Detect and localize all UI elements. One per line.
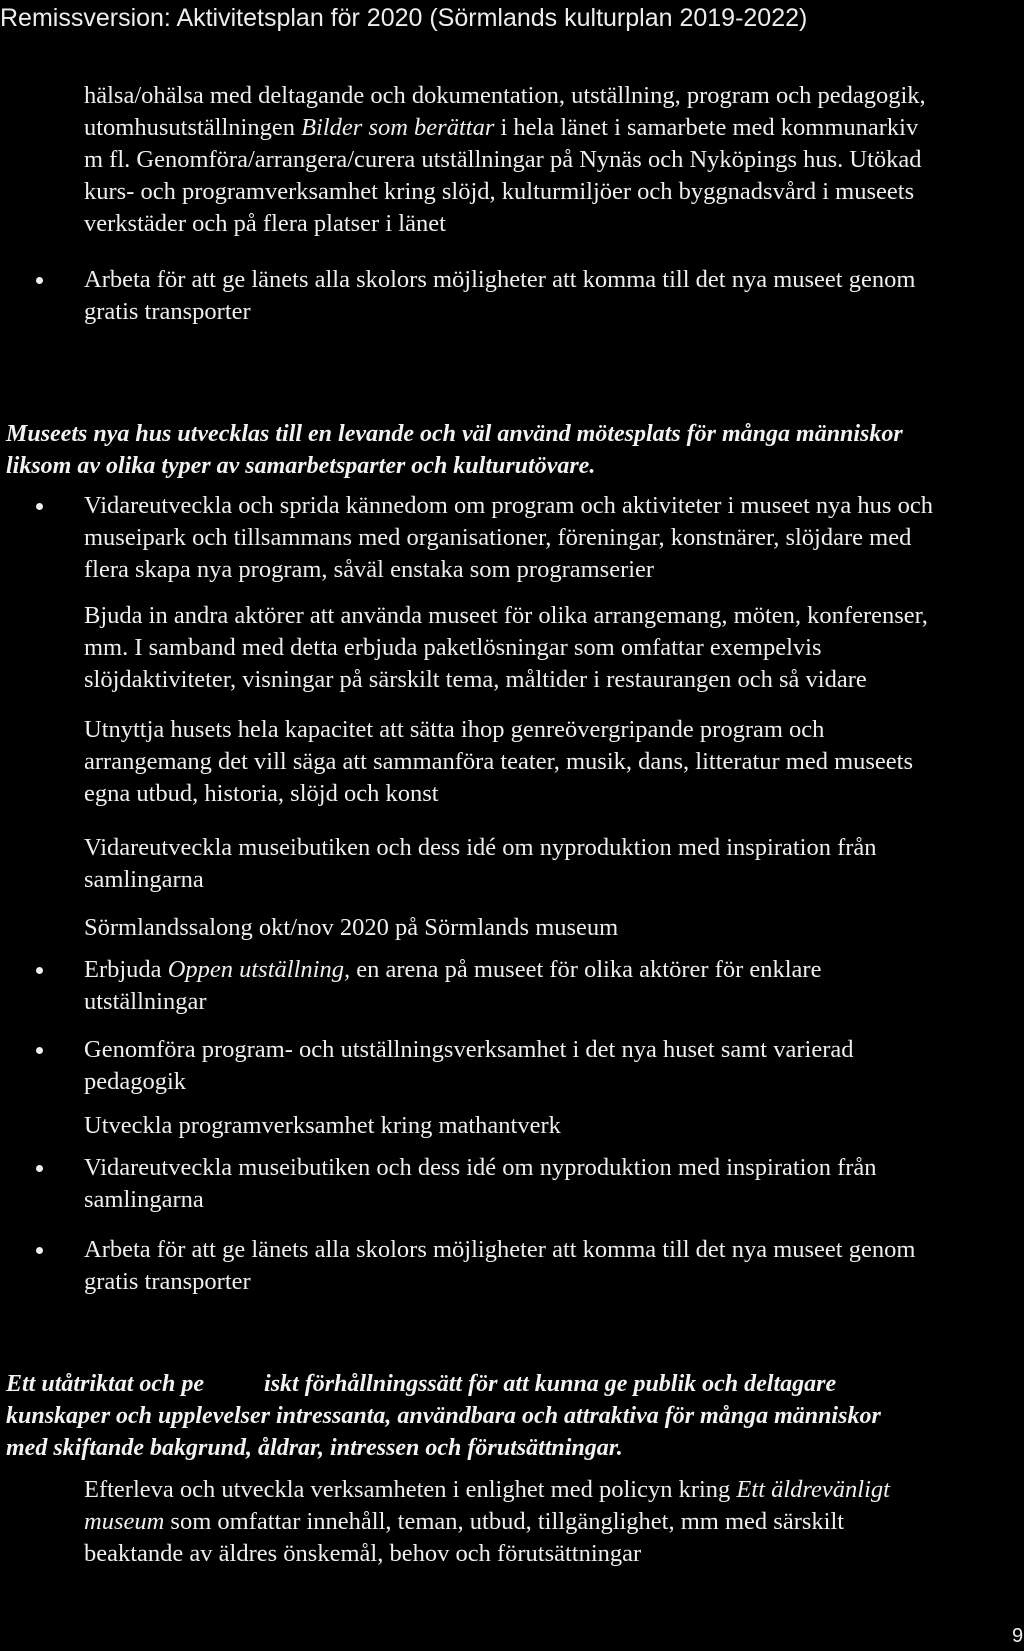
text-line: hälsa/ohälsa med deltagande och dokumentation, utställning, program och pedagogik, xyxy=(84,82,926,109)
text-line: m fl. Genomföra/arrangera/curera utställningar på Nynäs och Nyköpings hus. Utökad xyxy=(84,146,922,173)
text-line: verkstäder och på flera platser i länet xyxy=(84,210,446,237)
text-line: Vidareutveckla museibutiken och dess idé om nyproduktion med inspiration från xyxy=(84,1154,877,1181)
text-line xyxy=(84,954,1014,986)
text-line: Utveckla programverksamhet kring mathantverk xyxy=(84,1112,561,1139)
section-heading xyxy=(6,418,1016,482)
text-line: flera skapa nya program, såväl enstaka som programserier xyxy=(84,556,655,583)
text-line: museipark och tillsammans med organisationer, föreningar, konstnärer, slöjdare med xyxy=(84,524,912,551)
text-line: Arbeta för att ge länets alla skolors möjligheter att komma till det nya museet genom xyxy=(84,266,916,293)
text-line: utställningar xyxy=(84,988,207,1015)
bullet-icon xyxy=(36,277,43,284)
heading-line: liksom av olika typer av samarbetsparter och kulturutövare. xyxy=(6,453,596,479)
text-run: i hela länet i samarbete med kommunarkiv xyxy=(494,114,919,141)
list-item xyxy=(84,954,1014,1018)
list-item xyxy=(84,714,1014,810)
text-line: beaktande av äldres önskemål, behov och förutsättningar xyxy=(84,1540,642,1567)
text-line: arrangemang det vill säga att sammanföra teater, musik, dans, litteratur med museets xyxy=(84,748,914,775)
list-item xyxy=(84,264,1014,328)
text-line: Sörmlandssalong okt/nov 2020 på Sörmlands museum xyxy=(84,914,619,941)
page-header: Remissversion: Aktivitetsplan för 2020 (Sörmlands kulturplan 2019-2022) xyxy=(0,4,808,32)
heading-line: Ett utåtriktat och pe iskt förhållningssätt för att kunna ge publik och deltagare xyxy=(6,1371,837,1397)
exhibition-title: Bilder som berättar xyxy=(301,114,495,141)
text-line: egna utbud, historia, slöjd och konst xyxy=(84,780,439,807)
exhibition-title: Oppen utställning, xyxy=(167,956,351,983)
text-run: som omfattar innehåll, teman, utbud, tillgänglighet, mm med särskilt xyxy=(164,1508,845,1535)
bullet-icon xyxy=(36,1165,43,1172)
text-line: pedagogik xyxy=(84,1068,187,1095)
text-run: utomhusutställningen xyxy=(84,114,302,141)
section-heading xyxy=(6,1368,1016,1464)
text-line: Vidareutveckla och sprida kännedom om program och aktiviteter i museet nya hus och xyxy=(84,492,933,519)
bullet-icon xyxy=(36,967,43,974)
list-item xyxy=(84,1110,1014,1142)
bullet-icon xyxy=(36,1247,43,1254)
text-line: mm. I samband med detta erbjuda paketlösningar som omfattar exempelvis xyxy=(84,634,822,661)
bullet-icon xyxy=(36,1047,43,1054)
policy-title: Ett äldrevänligt xyxy=(736,1476,890,1503)
list-item xyxy=(84,832,1014,896)
text-line: kurs- och programverksamhet kring slöjd, kulturmiljöer och byggnadsvård i museets xyxy=(84,178,915,205)
text-line: Utnyttja husets hela kapacitet att sätta ihop genreövergripande program och xyxy=(84,716,825,743)
text-line: Arbeta för att ge länets alla skolors möjligheter att komma till det nya museet genom xyxy=(84,1236,916,1263)
text-line: slöjdaktiviteter, visningar på särskilt tema, måltider i restaurangen och så vidare xyxy=(84,666,867,693)
list-item xyxy=(84,490,1014,586)
text-line: Bjuda in andra aktörer att använda museet för olika arrangemang, möten, konferenser, xyxy=(84,602,928,629)
heading-line: Museets nya hus utvecklas till en levande och väl använd mötesplats för många människor xyxy=(6,421,903,447)
policy-title: museum xyxy=(84,1508,165,1535)
text-line: Vidareutveckla museibutiken och dess idé om nyproduktion med inspiration från xyxy=(84,834,877,861)
list-item xyxy=(84,1152,1014,1216)
heading-line: med skiftande bakgrund, åldrar, intressen och förutsättningar. xyxy=(6,1435,623,1461)
text-line: samlingarna xyxy=(84,866,204,893)
text-run: Efterleva och utveckla verksamheten i enlighet med policyn kring xyxy=(84,1476,737,1503)
text-line xyxy=(84,1506,1014,1538)
text-line: gratis transporter xyxy=(84,298,251,325)
list-item xyxy=(84,912,1014,944)
text-run: Erbjuda xyxy=(84,956,168,983)
list-item xyxy=(84,1034,1014,1098)
heading-line: kunskaper och upplevelser intressanta, användbara och attraktiva för många människor xyxy=(6,1403,881,1429)
text-line xyxy=(84,112,1014,144)
text-line: Genomföra program- och utställningsverksamhet i det nya huset samt varierad xyxy=(84,1036,854,1063)
list-item xyxy=(84,600,1014,696)
text-line: gratis transporter xyxy=(84,1268,251,1295)
bullet-icon xyxy=(36,503,43,510)
text-line: samlingarna xyxy=(84,1186,204,1213)
text-line xyxy=(84,1474,1014,1506)
list-item xyxy=(84,1474,1014,1570)
text-run: en arena på museet för olika aktörer för enklare xyxy=(350,956,822,983)
continuation-paragraph xyxy=(84,80,1014,240)
list-item xyxy=(84,1234,1014,1298)
page-number: 9 xyxy=(1012,1625,1024,1647)
